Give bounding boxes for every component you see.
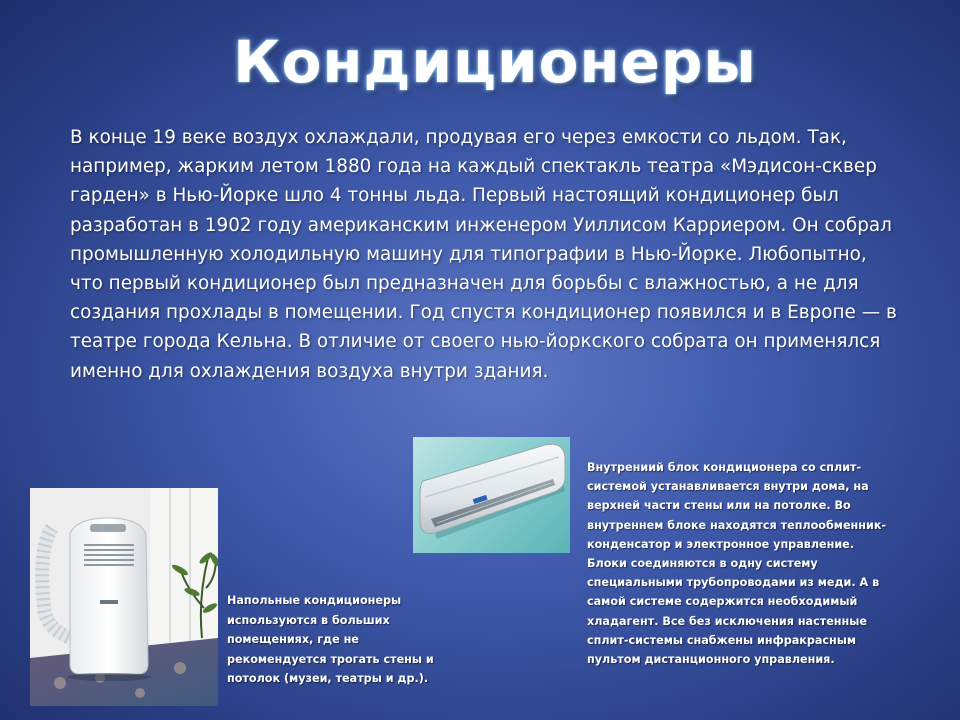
- body-text: В конце 19 веке воздух охлаждали, продувая его через емкости со льдом. Так, например, жарким летом 1880 года на каждый спектакль театра «Мэдисон-сквер гарден» в Нью-Йорке шло 4 тонны льда. Первый настоящий кондиционер был разработан в 1902 году американским инженером Уиллисом Карриером. Он собрал промышленную холодильную машину для типографии в Нью-Йорке. Любопытно, что первый кондиционер был предназначен для борьбы с влажностью, а не для создания прохлады в помещении. Год спустя кондиционер появился и в Европе — в театре города Кельна. В отличие от своего нью-йоркского собрата он применялся именно для охлаждения воздуха внутри здания.: [70, 127, 897, 382]
- floor-unit-photo: [30, 488, 218, 706]
- split-unit-photo: [413, 437, 570, 553]
- floor-unit-caption: Напольные кондиционеры используются в больших помещениях, где не рекомендуется трогать стены и потолок (музеи, театры и др.).: [227, 594, 434, 686]
- slide-title: Кондиционеры: [233, 28, 757, 96]
- split-unit-caption: Внутрениий блок кондиционера со сплит-системой устанавливается внутри дома, на верхней части стены или на потолке. Во внутреннем блоке находятся теплообменник-конденсатор и электронное управление. Блоки соединяются в одну систему специальными трубопроводами из меди. А в самой системе содержится необходимый хладагент. Все без исключения настенные сплит-системы снабжены инфракрасным пультом дистанционного управления.: [587, 461, 887, 667]
